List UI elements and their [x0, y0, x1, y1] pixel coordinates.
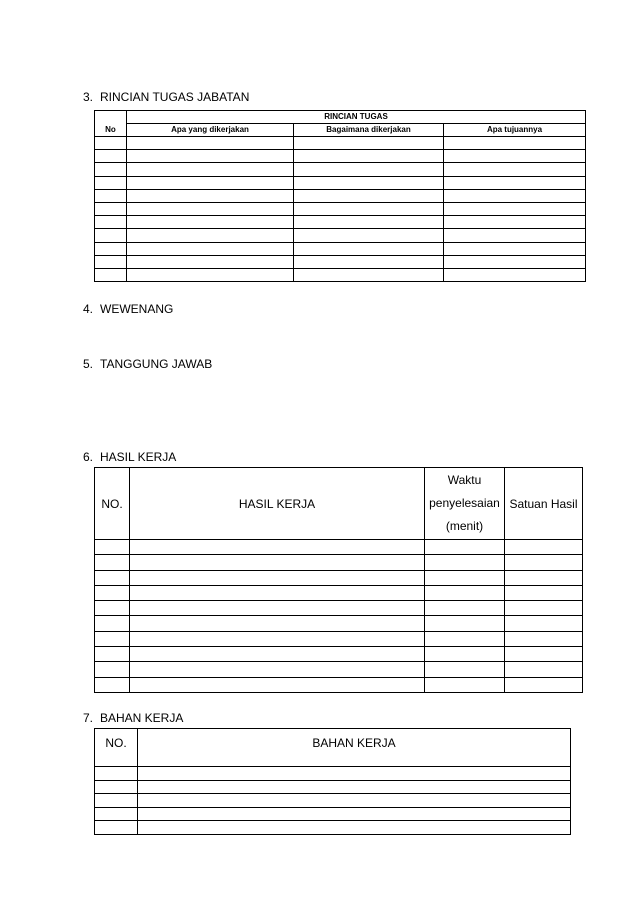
table-cell[interactable] — [95, 677, 130, 692]
table-row — [95, 137, 586, 150]
col-header-waktu — [425, 468, 505, 540]
table-cell[interactable] — [130, 585, 425, 600]
table-row — [95, 176, 586, 189]
table-cell[interactable] — [425, 555, 505, 570]
table-row — [95, 767, 571, 781]
section-label: WEWENANG — [100, 302, 174, 316]
header-blank-cell — [95, 111, 127, 124]
table-cell[interactable] — [130, 540, 425, 555]
table-cell[interactable] — [95, 631, 130, 646]
table-row — [95, 601, 583, 616]
table-cell[interactable] — [130, 601, 425, 616]
table-cell[interactable] — [95, 189, 127, 202]
table-row — [95, 540, 583, 555]
col-header-hasil-kerja: HASIL KERJA — [130, 468, 425, 540]
table-cell[interactable] — [95, 647, 130, 662]
table-cell[interactable] — [444, 202, 586, 215]
table-cell[interactable] — [95, 163, 127, 176]
table-cell[interactable] — [130, 662, 425, 677]
section-label: BAHAN KERJA — [100, 711, 184, 725]
table-cell[interactable] — [294, 242, 444, 255]
table-row — [95, 616, 583, 631]
waktu-line-1: Waktu — [447, 473, 482, 487]
table-cell[interactable] — [95, 555, 130, 570]
col-header-apa: Apa yang dikerjakan — [127, 124, 294, 137]
table-cell[interactable] — [127, 216, 294, 229]
table-cell[interactable] — [95, 662, 130, 677]
table-cell[interactable] — [444, 189, 586, 202]
rincian-tugas-header: RINCIAN TUGAS — [127, 111, 586, 124]
table-cell[interactable] — [95, 216, 127, 229]
table-cell[interactable] — [505, 662, 583, 677]
table-cell[interactable] — [444, 216, 586, 229]
table-cell[interactable] — [95, 255, 127, 268]
table-row — [95, 677, 583, 692]
table-cell[interactable] — [505, 540, 583, 555]
table-cell[interactable] — [425, 585, 505, 600]
table-cell[interactable] — [505, 616, 583, 631]
table-cell[interactable] — [444, 268, 586, 281]
table-row — [95, 202, 586, 215]
section-number: 5. — [83, 357, 94, 371]
col-header-no: NO. — [95, 468, 130, 540]
table-cell[interactable] — [95, 794, 138, 808]
table-row — [95, 794, 571, 808]
table-cell[interactable] — [138, 794, 571, 808]
table-cell[interactable] — [444, 255, 586, 268]
hasil-kerja-table — [94, 467, 583, 693]
section-number: 7. — [83, 711, 94, 725]
table-cell[interactable] — [294, 216, 444, 229]
table-row — [95, 647, 583, 662]
table-row — [95, 662, 583, 677]
table-cell[interactable] — [138, 821, 571, 835]
section-number: 3. — [83, 90, 94, 104]
col-header-bagaimana: Bagaimana dikerjakan — [294, 124, 444, 137]
table-cell[interactable] — [444, 163, 586, 176]
table-cell[interactable] — [95, 268, 127, 281]
table-cell[interactable] — [95, 807, 138, 821]
table-cell[interactable] — [127, 202, 294, 215]
table-cell[interactable] — [95, 137, 127, 150]
table-cell[interactable] — [505, 647, 583, 662]
table-row — [95, 229, 586, 242]
bahan-kerja-table — [94, 728, 571, 835]
col-header-satuan-hasil: Satuan Hasil — [505, 468, 583, 540]
table-row — [95, 555, 583, 570]
table-cell[interactable] — [425, 631, 505, 646]
table-cell[interactable] — [505, 601, 583, 616]
table-cell[interactable] — [444, 150, 586, 163]
table-cell[interactable] — [95, 150, 127, 163]
col-header-bahan-kerja: BAHAN KERJA — [138, 729, 571, 767]
section-number: 4. — [83, 302, 94, 316]
table-cell[interactable] — [444, 229, 586, 242]
table-cell[interactable] — [425, 677, 505, 692]
table-row — [95, 780, 571, 794]
table-cell[interactable] — [127, 163, 294, 176]
section-7-title — [83, 711, 183, 725]
table-cell[interactable] — [95, 585, 130, 600]
table-cell[interactable] — [425, 540, 505, 555]
section-label: TANGGUNG JAWAB — [100, 357, 213, 371]
section-label: HASIL KERJA — [100, 450, 177, 464]
table-row — [95, 821, 571, 835]
section-4-title — [83, 302, 173, 316]
table-cell[interactable] — [294, 229, 444, 242]
table-cell[interactable] — [95, 780, 138, 794]
table-cell[interactable] — [425, 662, 505, 677]
table-row — [95, 150, 586, 163]
table-cell[interactable] — [444, 176, 586, 189]
table-cell[interactable] — [130, 616, 425, 631]
table-cell[interactable] — [505, 570, 583, 585]
table-row — [95, 189, 586, 202]
section-6-title — [83, 450, 176, 464]
table-cell[interactable] — [444, 242, 586, 255]
table-cell[interactable] — [95, 242, 127, 255]
table-row — [95, 255, 586, 268]
table-cell[interactable] — [425, 570, 505, 585]
section-5-title — [83, 357, 212, 371]
table-cell[interactable] — [130, 631, 425, 646]
table-cell[interactable] — [127, 242, 294, 255]
table-cell[interactable] — [95, 601, 130, 616]
table-cell[interactable] — [130, 677, 425, 692]
table-cell[interactable] — [127, 189, 294, 202]
table-cell[interactable] — [95, 176, 127, 189]
table-cell[interactable] — [444, 137, 586, 150]
table-cell[interactable] — [425, 647, 505, 662]
table-cell[interactable] — [505, 677, 583, 692]
table-row — [95, 268, 586, 281]
waktu-line-3: (menit) — [445, 519, 484, 533]
table-cell[interactable] — [130, 555, 425, 570]
waktu-line-2: penyelesaian — [429, 496, 500, 510]
table-cell[interactable] — [138, 807, 571, 821]
section-number: 6. — [83, 450, 94, 464]
table-cell[interactable] — [95, 540, 130, 555]
table-row — [95, 163, 586, 176]
table-cell[interactable] — [294, 163, 444, 176]
section-label: RINCIAN TUGAS JABATAN — [100, 90, 250, 104]
table-cell[interactable] — [138, 767, 571, 781]
table-cell[interactable] — [95, 202, 127, 215]
table-cell[interactable] — [95, 570, 130, 585]
table-row — [95, 570, 583, 585]
table-row — [95, 631, 583, 646]
table-row — [95, 585, 583, 600]
section-3-title — [83, 90, 249, 104]
rincian-tugas-table — [94, 110, 586, 282]
table-cell[interactable] — [138, 780, 571, 794]
table-cell[interactable] — [130, 570, 425, 585]
table-cell[interactable] — [127, 176, 294, 189]
table-cell[interactable] — [95, 821, 138, 835]
table-cell[interactable] — [95, 229, 127, 242]
table-cell[interactable] — [294, 202, 444, 215]
table-cell[interactable] — [294, 150, 444, 163]
col-header-no: NO. — [95, 729, 138, 767]
table-cell[interactable] — [95, 616, 130, 631]
table-cell[interactable] — [294, 255, 444, 268]
table-cell[interactable] — [505, 555, 583, 570]
table-cell[interactable] — [127, 137, 294, 150]
table-cell[interactable] — [294, 268, 444, 281]
table-cell[interactable] — [127, 229, 294, 242]
table-cell[interactable] — [127, 255, 294, 268]
table-cell[interactable] — [130, 647, 425, 662]
col-header-tujuan: Apa tujuannya — [444, 124, 586, 137]
table-cell[interactable] — [294, 137, 444, 150]
table-row — [95, 807, 571, 821]
col-header-no: No — [95, 124, 127, 137]
table-cell[interactable] — [505, 631, 583, 646]
table-cell[interactable] — [294, 176, 444, 189]
table-cell[interactable] — [505, 585, 583, 600]
table-row — [95, 242, 586, 255]
table-cell[interactable] — [127, 150, 294, 163]
table-cell[interactable] — [95, 767, 138, 781]
table-cell[interactable] — [425, 601, 505, 616]
table-cell[interactable] — [425, 616, 505, 631]
table-row — [95, 216, 586, 229]
table-cell[interactable] — [127, 268, 294, 281]
table-cell[interactable] — [294, 189, 444, 202]
